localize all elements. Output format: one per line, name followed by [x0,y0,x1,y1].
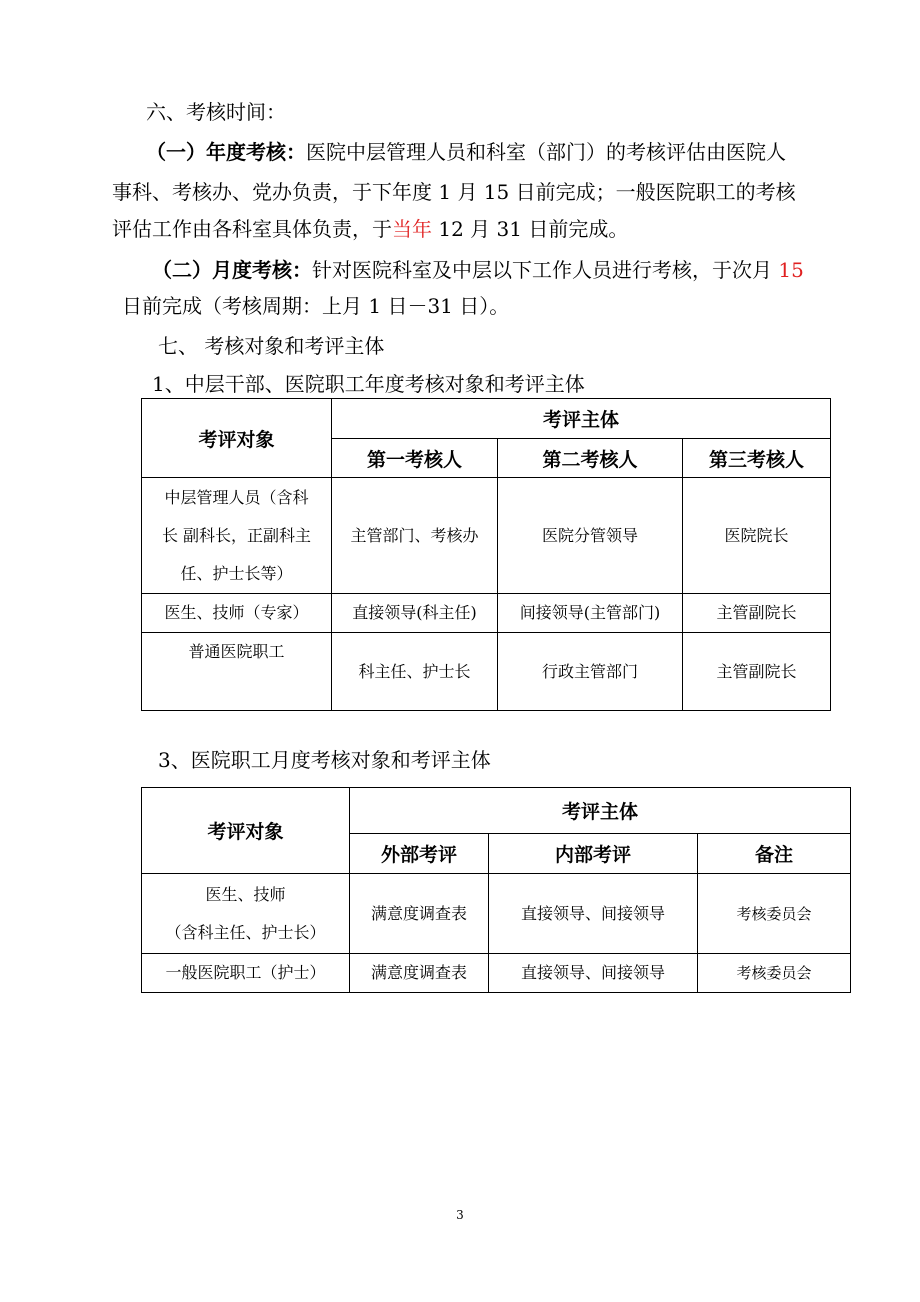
t2-r2-object: 一般医院职工（护士） [142,954,350,993]
annual-line1 [146,138,786,166]
t2-subject-header: 考评主体 [350,788,851,834]
monthly-label: （二）月度考核： [152,258,312,282]
t1-r1-c1: 主管部门、考核办 [332,478,498,594]
annual-label: （一）年度考核： [146,140,306,164]
t1-r1-c3: 医院院长 [683,478,831,594]
t1-r3-object: 普通医院职工 [142,633,332,711]
section7-sub3: 3、医院职工月度考核对象和考评主体 [158,748,491,772]
t1-r1-object [142,478,332,594]
annual-line2: 事科、考核办、党办负责，于下年度 1 月 15 日前完成；一般医院职工的考核 [112,180,796,204]
t2-col-3: 备注 [698,834,851,874]
t1-r1-object-line3: 任、护士长等） [180,563,293,583]
monthly-line2: 日前完成（考核周期：上月 1 日－31 日）。 [122,294,510,318]
t1-r2-c2: 间接领导(主管部门) [498,594,683,633]
t2-col-1: 外部考评 [350,834,489,874]
t1-r2-c3: 主管副院长 [683,594,831,633]
annual-line3 [112,215,628,243]
t1-col-3: 第三考核人 [683,439,831,478]
annual-text3a: 评估工作由各科室具体负责，于 [112,217,392,241]
t2-r2-c3: 考核委员会 [698,954,851,993]
annual-text3b: 12 月 31 日前完成。 [432,217,629,241]
t1-r1-object-line2: 长 副科长，正副科主 [161,525,312,545]
t1-subject-header: 考评主体 [332,399,831,439]
t2-r1-c1: 满意度调查表 [350,874,489,954]
section7-heading: 七、 考核对象和考评主体 [158,334,385,358]
t1-r2-c1: 直接领导(科主任) [332,594,498,633]
t2-r2-c1: 满意度调查表 [350,954,489,993]
t1-r2-object: 医生、技师（专家） [142,594,332,633]
t2-col-2: 内部考评 [489,834,698,874]
annual-text3-red: 当年 [392,217,432,241]
t2-r1-c2: 直接领导、间接领导 [489,874,698,954]
annual-assessment-table [141,398,831,711]
t1-r1-object-line1: 中层管理人员（含科 [164,487,309,507]
t2-r2-c2: 直接领导、间接领导 [489,954,698,993]
page-number: 3 [456,1208,464,1222]
table-row [142,954,851,993]
t1-r1-c2: 医院分管领导 [498,478,683,594]
t2-r1-object [142,874,350,954]
monthly-text1: 针对医院科室及中层以下工作人员进行考核，于次月 [312,258,779,282]
table-row [142,633,831,711]
t1-col-1: 第一考核人 [332,439,498,478]
t1-r3-c1: 科主任、护士长 [332,633,498,711]
table-row [142,594,831,633]
monthly-assessment-table [141,787,851,993]
t2-r1-object-line2: （含科主任、护士长） [165,922,326,942]
table-row [142,874,851,954]
t2-object-header: 考评对象 [142,788,350,874]
monthly-line1 [152,256,804,284]
t1-r3-c2: 行政主管部门 [498,633,683,711]
t1-r3-c3: 主管副院长 [683,633,831,711]
section7-sub1: 1、中层干部、医院职工年度考核对象和考评主体 [152,372,585,396]
t1-col-2: 第二考核人 [498,439,683,478]
t2-r1-object-line1: 医生、技师 [205,884,286,904]
section6-heading: 六、考核时间： [146,100,286,124]
t1-object-header: 考评对象 [142,399,332,478]
t2-r1-c3: 考核委员会 [698,874,851,954]
table-row [142,478,831,594]
monthly-text1-red: 15 [778,258,804,282]
annual-text1: 医院中层管理人员和科室（部门）的考核评估由医院人 [306,140,786,164]
